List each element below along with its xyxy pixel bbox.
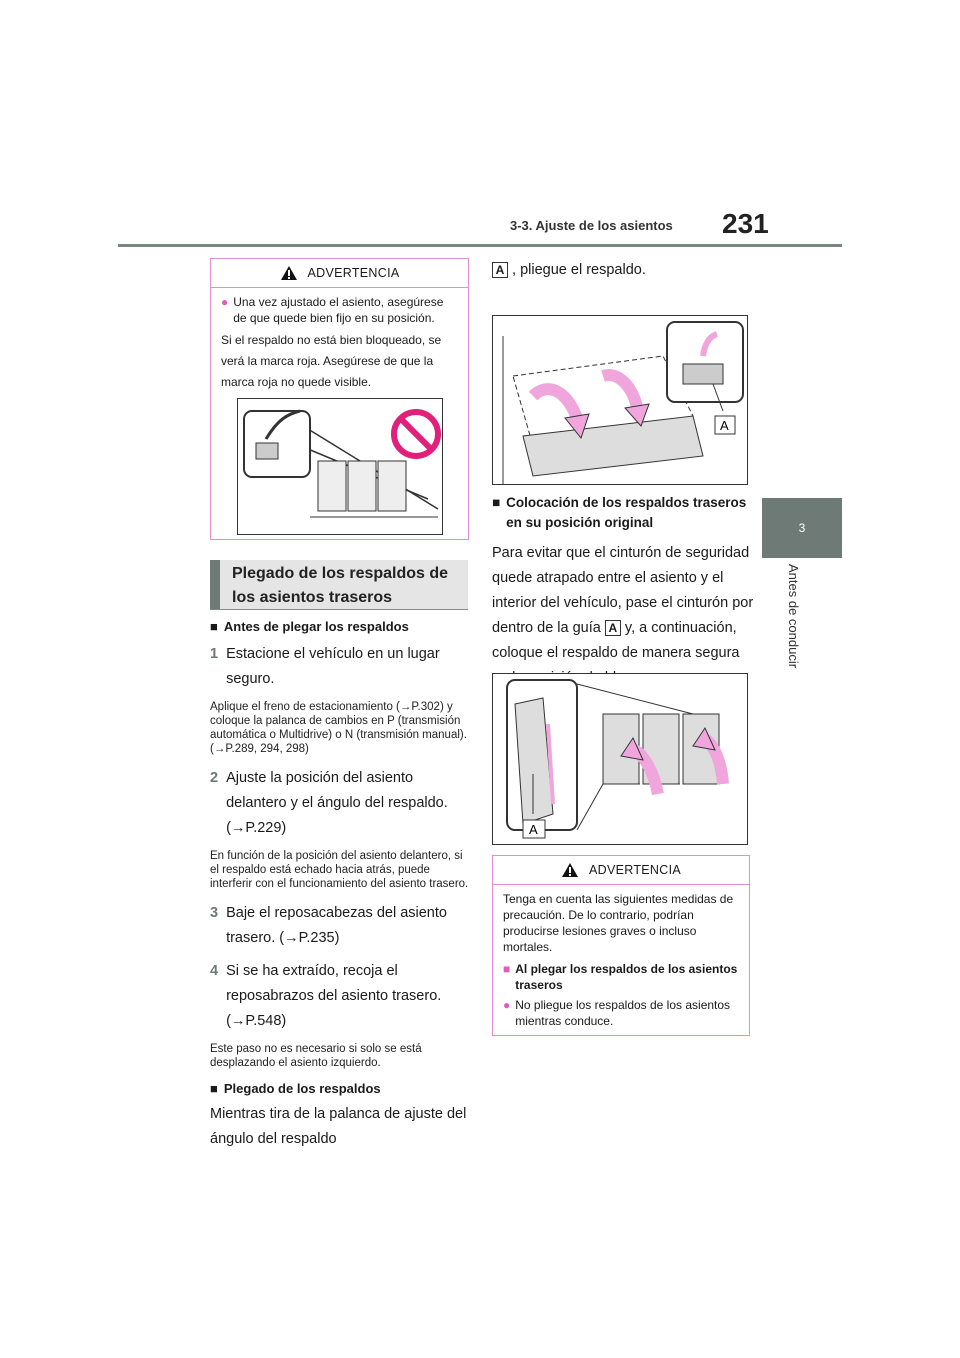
figure-label-a: A [529, 822, 538, 837]
subheading-folding: ■ Plegado de los respaldos [210, 1081, 381, 1096]
left-column [210, 618, 470, 1152]
chapter-number: 3 [798, 521, 806, 535]
fold-illustration [493, 316, 747, 484]
subheading-before-folding: ■ Antes de plegar los respaldos [210, 619, 409, 634]
restore-illustration [493, 674, 747, 844]
square-bullet-icon: ■ [210, 1081, 218, 1096]
section-heading: Plegado de los respaldos de los asientos traseros [210, 560, 468, 610]
warning-icon [280, 265, 298, 281]
square-bullet-icon: ■ [503, 962, 511, 976]
warning-title: ADVERTENCIA [307, 266, 400, 280]
step-2: 2 Ajuste la posición del asiento delantero y el ángulo del respaldo. (→P.229) [210, 770, 448, 836]
step-4: 4 Si se ha extraído, recoja el reposabrazos del asiento trasero. (→P.548) [210, 963, 442, 1029]
restore-figure [492, 673, 748, 845]
bullet-icon: ● [503, 998, 511, 1012]
bullet-icon: ● [221, 295, 229, 309]
warning-box-2 [492, 855, 750, 1036]
seat-lock-illustration [238, 399, 442, 534]
label-a-box: A [605, 620, 621, 636]
chapter-tab [762, 498, 842, 558]
warning-header [211, 259, 468, 288]
header-rule [118, 244, 842, 247]
warning-title: ADVERTENCIA [589, 863, 681, 877]
section-rule [210, 609, 468, 610]
warning-bullet: No pliegue los respaldos de los asientos mientras conduce. [515, 998, 731, 1028]
chapter-label: Antes de conducir [786, 564, 801, 669]
square-bullet-icon: ■ [210, 619, 218, 634]
warning-header [493, 856, 749, 885]
fold-figure [492, 315, 748, 485]
restore-text: Para evitar que el cinturón de seguridad quede atrapado entre el asiento y el interior del vehículo, pase el cinturón por dentro de la guía A y, a continuación, coloque el respaldo de manera segura [492, 545, 754, 661]
section-title: 3-3. Ajuste de los asientos [510, 218, 673, 233]
step-4-note: Este paso no es necesario si solo se está desplazando el asiento izquierdo. [210, 1043, 422, 1069]
step-2-note: En función de la posición del asiento delantero, si el respaldo está echado hacia atrás, puede interferir con el funcionamiento del asiento trasero. [210, 850, 469, 890]
label-a-box: A [492, 262, 508, 278]
warning-text: Tenga en cuenta las siguientes medidas de precaución. De lo contrario, podrían producirse lesiones graves o incluso mortales. [503, 892, 734, 954]
page-number: 231 [722, 208, 769, 239]
warning-subhead: Al plegar los respaldos de los asientos traseros [515, 962, 738, 992]
square-bullet-icon: ■ [492, 495, 501, 510]
step-1: 1 Estacione el vehículo en un lugar seguro. [210, 646, 440, 687]
step-1-note: Aplique el freno de estacionamiento (→P.302) y coloque la palanca de cambios en P (transmisión automática o Multidrive) o N (transmisión manual). (→P.289, 294, 298) [210, 701, 467, 755]
warning-box-1 [210, 258, 469, 540]
subheading-restore: ■ Colocación de los respaldos traseros en su posición original [492, 493, 754, 533]
seat-lock-figure [237, 398, 443, 535]
fold-text-end: A , pliegue el respaldo. [492, 258, 752, 283]
step-3: 3 Baje el reposacabezas del asiento trasero. (→P.235) [210, 905, 447, 946]
restore-section [492, 493, 754, 691]
warning-icon [561, 862, 579, 878]
warning-bullet: Una vez ajustado el asiento, asegúrese de que quede bien fijo en su posición. [233, 295, 444, 325]
fold-text-start: Mientras tira de la palanca de ajuste del ángulo del respaldo [210, 1106, 467, 1147]
warning-text: Si el respaldo no está bien bloqueado, se verá la marca roja. Asegúrese de que la marca roja no quede visible. [221, 333, 442, 389]
right-column [492, 258, 752, 283]
figure-label-a: A [720, 418, 729, 433]
